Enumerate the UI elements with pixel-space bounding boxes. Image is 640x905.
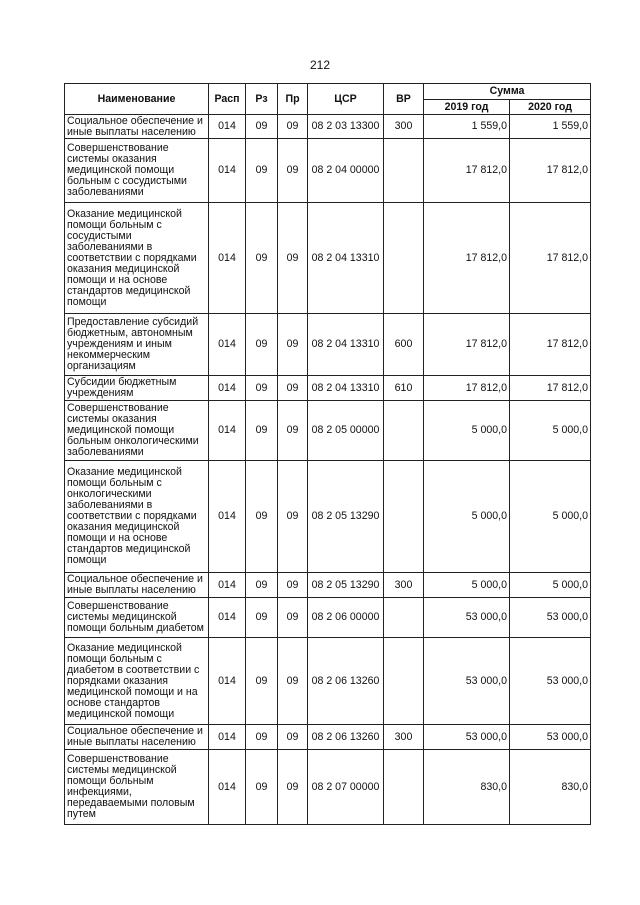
row-rasp: 014 bbox=[209, 376, 246, 401]
row-vr: 610 bbox=[384, 376, 424, 401]
row-name: Социальное обеспечение и иные выплаты населению bbox=[65, 115, 209, 139]
row-sum-2019: 5 000,0 bbox=[424, 401, 510, 461]
row-pr: 09 bbox=[278, 376, 308, 401]
row-vr bbox=[384, 750, 424, 825]
row-name: Оказание медицинской помощи больным с диабетом в соответствии с порядками оказания медицинской помощи и на основе стандартов медицинской помощи bbox=[65, 638, 209, 725]
row-sum-2020: 5 000,0 bbox=[510, 401, 591, 461]
row-csr: 08 2 07 00000 bbox=[308, 750, 384, 825]
header-sum: Сумма bbox=[424, 84, 591, 100]
row-vr bbox=[384, 139, 424, 203]
row-csr: 08 2 06 13260 bbox=[308, 725, 384, 750]
row-vr: 600 bbox=[384, 314, 424, 376]
row-rz: 09 bbox=[246, 139, 278, 203]
header-2020: 2020 год bbox=[510, 100, 591, 115]
row-pr: 09 bbox=[278, 598, 308, 638]
row-rasp: 014 bbox=[209, 115, 246, 139]
row-vr bbox=[384, 401, 424, 461]
row-vr: 300 bbox=[384, 573, 424, 598]
header-name: Наименование bbox=[65, 84, 209, 115]
table-row bbox=[65, 750, 591, 825]
row-name: Оказание медицинской помощи больным с онкологическими заболеваниями в соответствии с порядками оказания медицинской помощи и на основе стандартов медицинской помощи bbox=[65, 461, 209, 573]
row-rasp: 014 bbox=[209, 139, 246, 203]
row-csr: 08 2 06 00000 bbox=[308, 598, 384, 638]
row-rz: 09 bbox=[246, 401, 278, 461]
table-row bbox=[65, 725, 591, 750]
table-row bbox=[65, 376, 591, 401]
row-rz: 09 bbox=[246, 115, 278, 139]
row-name: Социальное обеспечение и иные выплаты населению bbox=[65, 725, 209, 750]
row-vr bbox=[384, 598, 424, 638]
header-csr: ЦСР bbox=[308, 84, 384, 115]
row-rasp: 014 bbox=[209, 598, 246, 638]
row-rasp: 014 bbox=[209, 314, 246, 376]
row-rz: 09 bbox=[246, 461, 278, 573]
row-vr bbox=[384, 461, 424, 573]
row-rasp: 014 bbox=[209, 573, 246, 598]
row-sum-2020: 17 812,0 bbox=[510, 203, 591, 314]
row-sum-2020: 17 812,0 bbox=[510, 314, 591, 376]
row-csr: 08 2 03 13300 bbox=[308, 115, 384, 139]
table-row bbox=[65, 401, 591, 461]
row-name: Оказание медицинской помощи больным с сосудистыми заболеваниями в соответствии с порядками оказания медицинской помощи и на основе стандартов медицинской помощи bbox=[65, 203, 209, 314]
table-header-row bbox=[65, 84, 591, 100]
table-row bbox=[65, 461, 591, 573]
row-pr: 09 bbox=[278, 461, 308, 573]
row-pr: 09 bbox=[278, 314, 308, 376]
row-rz: 09 bbox=[246, 314, 278, 376]
row-vr: 300 bbox=[384, 115, 424, 139]
page-number: 212 bbox=[309, 58, 331, 72]
row-csr: 08 2 04 13310 bbox=[308, 203, 384, 314]
row-csr: 08 2 04 13310 bbox=[308, 314, 384, 376]
row-vr bbox=[384, 638, 424, 725]
row-rz: 09 bbox=[246, 725, 278, 750]
table-row bbox=[65, 314, 591, 376]
row-pr: 09 bbox=[278, 203, 308, 314]
row-vr: 300 bbox=[384, 725, 424, 750]
row-sum-2020: 5 000,0 bbox=[510, 573, 591, 598]
row-sum-2019: 5 000,0 bbox=[424, 573, 510, 598]
row-rz: 09 bbox=[246, 598, 278, 638]
row-name: Социальное обеспечение и иные выплаты населению bbox=[65, 573, 209, 598]
row-rasp: 014 bbox=[209, 401, 246, 461]
table-row bbox=[65, 115, 591, 139]
row-name: Совершенствование системы оказания медицинской помощи больным с сосудистыми заболеваниями bbox=[65, 139, 209, 203]
row-pr: 09 bbox=[278, 115, 308, 139]
header-2019: 2019 год bbox=[424, 100, 510, 115]
row-csr: 08 2 04 00000 bbox=[308, 139, 384, 203]
table-row bbox=[65, 139, 591, 203]
row-sum-2020: 53 000,0 bbox=[510, 638, 591, 725]
row-sum-2019: 17 812,0 bbox=[424, 376, 510, 401]
table-row bbox=[65, 598, 591, 638]
header-vr: ВР bbox=[384, 84, 424, 115]
header-rz: Рз bbox=[246, 84, 278, 115]
table-row bbox=[65, 638, 591, 725]
row-sum-2019: 53 000,0 bbox=[424, 725, 510, 750]
budget-table bbox=[64, 83, 591, 825]
row-csr: 08 2 05 13290 bbox=[308, 573, 384, 598]
row-vr bbox=[384, 203, 424, 314]
row-pr: 09 bbox=[278, 638, 308, 725]
row-sum-2020: 17 812,0 bbox=[510, 376, 591, 401]
row-pr: 09 bbox=[278, 725, 308, 750]
row-rz: 09 bbox=[246, 638, 278, 725]
row-name: Субсидии бюджетным учреждениям bbox=[65, 376, 209, 401]
row-sum-2020: 17 812,0 bbox=[510, 139, 591, 203]
row-sum-2019: 53 000,0 bbox=[424, 598, 510, 638]
row-rasp: 014 bbox=[209, 750, 246, 825]
row-rz: 09 bbox=[246, 203, 278, 314]
row-name: Совершенствование системы медицинской помощи больным диабетом bbox=[65, 598, 209, 638]
row-sum-2020: 830,0 bbox=[510, 750, 591, 825]
table-row bbox=[65, 573, 591, 598]
row-rasp: 014 bbox=[209, 638, 246, 725]
row-sum-2019: 1 559,0 bbox=[424, 115, 510, 139]
row-sum-2020: 53 000,0 bbox=[510, 725, 591, 750]
row-sum-2020: 5 000,0 bbox=[510, 461, 591, 573]
row-csr: 08 2 05 00000 bbox=[308, 401, 384, 461]
row-pr: 09 bbox=[278, 750, 308, 825]
row-pr: 09 bbox=[278, 573, 308, 598]
row-rz: 09 bbox=[246, 750, 278, 825]
row-pr: 09 bbox=[278, 401, 308, 461]
row-sum-2019: 17 812,0 bbox=[424, 203, 510, 314]
row-rasp: 014 bbox=[209, 461, 246, 573]
row-csr: 08 2 05 13290 bbox=[308, 461, 384, 573]
row-name: Совершенствование системы оказания медицинской помощи больным онкологическими заболеваниями bbox=[65, 401, 209, 461]
row-sum-2020: 53 000,0 bbox=[510, 598, 591, 638]
row-rz: 09 bbox=[246, 573, 278, 598]
row-sum-2019: 17 812,0 bbox=[424, 314, 510, 376]
row-rz: 09 bbox=[246, 376, 278, 401]
row-csr: 08 2 06 13260 bbox=[308, 638, 384, 725]
table-row bbox=[65, 203, 591, 314]
row-pr: 09 bbox=[278, 139, 308, 203]
row-sum-2019: 830,0 bbox=[424, 750, 510, 825]
row-rasp: 014 bbox=[209, 725, 246, 750]
row-name: Совершенствование системы медицинской помощи больным инфекциями, передаваемыми половым путем bbox=[65, 750, 209, 825]
row-sum-2019: 5 000,0 bbox=[424, 461, 510, 573]
row-name: Предоставление субсидий бюджетным, автономным учреждениям и иным некоммерческим организациям bbox=[65, 314, 209, 376]
row-sum-2020: 1 559,0 bbox=[510, 115, 591, 139]
row-sum-2019: 53 000,0 bbox=[424, 638, 510, 725]
row-sum-2019: 17 812,0 bbox=[424, 139, 510, 203]
header-rasp: Расп bbox=[209, 84, 246, 115]
row-rasp: 014 bbox=[209, 203, 246, 314]
header-pr: Пр bbox=[278, 84, 308, 115]
row-csr: 08 2 04 13310 bbox=[308, 376, 384, 401]
